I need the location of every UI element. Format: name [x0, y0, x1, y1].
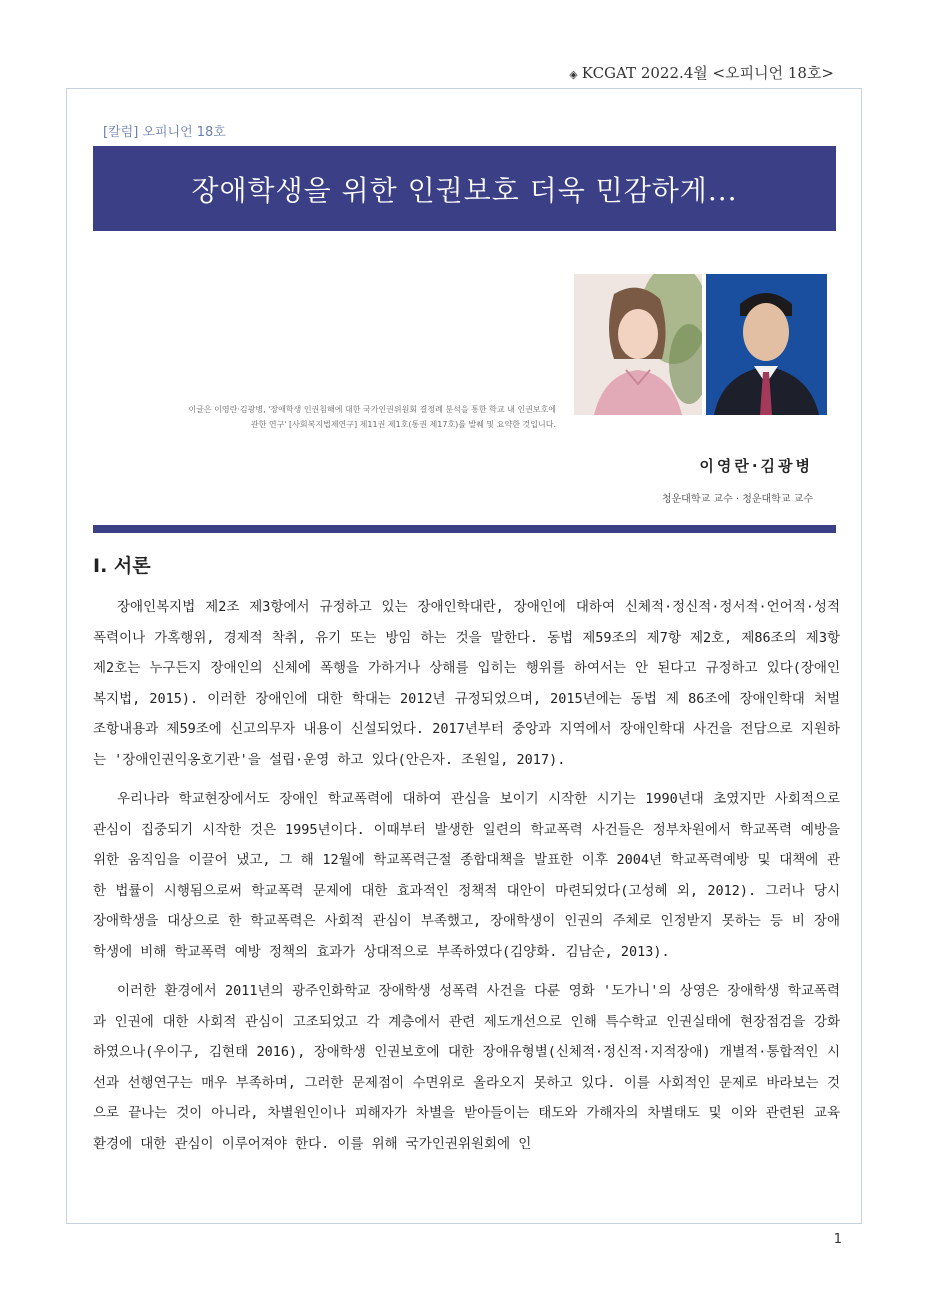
author-photo-1-illustration [574, 274, 702, 415]
author-affiliation: 청운대학교 교수 · 청운대학교 교수 [661, 494, 813, 505]
author-names: 이영란·김광병 [699, 457, 813, 475]
source-caption [96, 402, 556, 432]
article-title: 장애학생을 위한 인권보호 더욱 민감하게... [191, 173, 738, 207]
diamond-icon: ◈ [569, 68, 578, 81]
author-photo-2 [706, 274, 827, 415]
section-divider [93, 525, 836, 533]
body-paragraph: 우리나라 학교현장에서도 장애인 학교폭력에 대하여 관심을 보이기 시작한 시기는 1990년대 초였지만 사회적으로 관심이 집중되기 시작한 것은 1995년이다. 이때부터 발생한 일련의 학교폭력 사건들은 정부차원에서 학교폭력 예방을 위한 움직임을 이끌어 냈고, 그 해 12월에 학교폭력근절 종합대책을 발표한 이후 2004년 학교폭력예방 및 대책에 관한 법률이 시행됨으로써 학교폭력 문제에 대한 효과적인 정책적 대안이 마련되었다(고성혜 외, 2012). 그러나 당시 장애학생을 대상으로 한 학교폭력은 사회적 관심이 부족했고, 장애학생이 인권의 주체로 인정받지 못하는 등 비 장애학생에 비해 학교폭력 예방 정책의 효과가 상대적으로 부족하였다(김양화. 김남순, 2013). [93, 791, 840, 960]
section-title: Ⅰ. 서론 [93, 555, 151, 577]
source-caption-line-2: 관한 연구' [사회복지법제연구] 제11권 제1호(통권 제17호)를 발췌 및 요약한 것입니다. [250, 420, 556, 429]
journal-header [569, 62, 834, 83]
author-photo-2-illustration [706, 274, 827, 415]
source-caption-line-1: 이글은 이영란·김광병, '장애학생 인권침해에 대한 국가인권위원회 결정례 분석을 통한 학교 내 인권보호에 [188, 405, 556, 414]
author-photo-1 [574, 274, 702, 415]
body-paragraph: 장애인복지법 제2조 제3항에서 규정하고 있는 장애인학대란, 장애인에 대하여 신체적·정신적·정서적·언어적·성적 폭력이나 가혹행위, 경제적 착취, 유기 또는 방임 하는 것을 말한다. 동법 제59조의 제7항 제2호, 제86조의 제3항 제2호는 누구든지 장애인의 신체에 폭행을 가하거나 상해를 입히는 행위를 하여서는 안 된다고 규정하고 있다(장애인복지법, 2015). 이러한 장애인에 대한 학대는 2012년 규정되었으며, 2015년에는 동법 제 86조에 장애인학대 처벌조항내용과 제59조에 신고의무자 내용이 신설되었다. 2017년부터 중앙과 지역에서 장애인학대 사건을 전담으로 지원하는 '장애인권익옹호기관'을 설립·운영 하고 있다(안은자. 조원일, 2017). [93, 599, 840, 768]
article-category: [칼럼] 오피니언 18호 [103, 125, 226, 140]
page-number: 1 [833, 1232, 842, 1247]
article-body [93, 592, 840, 1168]
journal-header-text: KCGAT 2022.4월 <오피니언 18호> [581, 64, 834, 82]
body-paragraph: 이러한 환경에서 2011년의 광주인화학교 장애학생 성폭력 사건을 다룬 영화 '도가니'의 상영은 장애학생 학교폭력과 인권에 대한 사회적 관심이 고조되었고 각 계층에서 관련 제도개선으로 인해 특수학교 인권실태에 현장점검을 강화하였으나(우이구, 김현태 2016), 장애학생 인권보호에 대한 장애유형별(신체적·정신적·지적장애) 개별적·통합적인 시선과 선행연구는 매우 부족하며, 그러한 문제점이 수면위로 올라오지 못하고 있다. 이를 사회적인 문제로 바라보는 것으로 끝나는 것이 아니라, 차별원인이나 피해자가 차별을 받아들이는 태도와 가해자의 차별태도 및 이와 관련된 교육환경에 대한 관심이 이루어져야 한다. 이를 위해 국가인권위원회에 인 [93, 983, 840, 1152]
article-title-banner [93, 146, 836, 231]
